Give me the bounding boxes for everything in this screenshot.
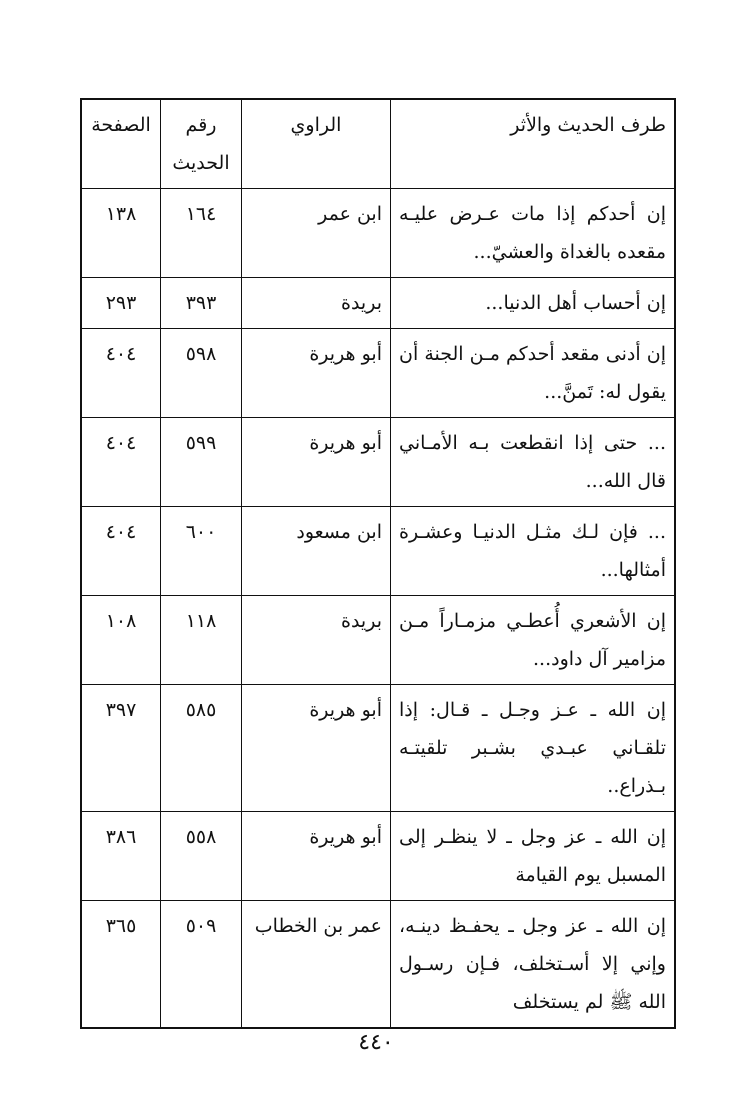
table-row [81,812,675,901]
cell-num: ٥٥٨ [161,812,242,901]
cell-hadith: إن الأشعري أُعطـي مزمـاراً مـن مزامير آل داود... [391,596,676,685]
cell-num: ٥٩٩ [161,418,242,507]
cell-page: ١٣٨ [81,189,161,278]
header-page: الصفحة [81,99,161,189]
table-header-row [81,99,675,189]
cell-page: ٢٩٣ [81,278,161,329]
table-row [81,596,675,685]
cell-page: ٣٦٥ [81,901,161,1029]
cell-hadith: ... فإن لـك مثـل الدنيـا وعشـرة أمثالها... [391,507,676,596]
table-row [81,507,675,596]
table-row [81,901,675,1029]
cell-page: ٤٠٤ [81,329,161,418]
cell-hadith: إن أدنى مقعد أحدكم مـن الجنة أن يقول له: تَمنَّ... [391,329,676,418]
page-number: ٤٤٠ [358,1030,394,1055]
hadith-index-table [80,98,676,1029]
cell-hadith: إن أحدكم إذا مات عـرض عليـه مقعده بالغداة والعشيّ... [391,189,676,278]
table-row [81,329,675,418]
table-row [81,278,675,329]
cell-hadith: ... حتى إذا انقطعت بـه الأمـاني قال الله... [391,418,676,507]
cell-rawi: بريدة [242,596,391,685]
cell-page: ٣٩٧ [81,685,161,812]
cell-num: ١١٨ [161,596,242,685]
cell-num: ٥٩٨ [161,329,242,418]
cell-hadith: إن الله ـ عـز وجـل ـ قـال: إذا تلقـاني عبـدي بشـبر تلقيتـه بـذراع.. [391,685,676,812]
cell-rawi: ابن مسعود [242,507,391,596]
cell-hadith: إن الله ـ عز وجل ـ يحفـظ دينـه، وإني إلا أسـتخلف، فـإن رسـول الله ﷺ لم يستخلف [391,901,676,1029]
table-body [81,189,675,1029]
cell-hadith: إن الله ـ عز وجل ـ لا ينظـر إلى المسبل يوم القيامة [391,812,676,901]
header-num: رقم الحديث [161,99,242,189]
cell-num: ١٦٤ [161,189,242,278]
cell-hadith: إن أحساب أهل الدنيا... [391,278,676,329]
header-rawi: الراوي [242,99,391,189]
header-hadith: طرف الحديث والأثر [391,99,676,189]
cell-page: ٤٠٤ [81,507,161,596]
cell-num: ٦٠٠ [161,507,242,596]
cell-page: ٤٠٤ [81,418,161,507]
cell-rawi: أبو هريرة [242,329,391,418]
cell-rawi: أبو هريرة [242,812,391,901]
cell-page: ١٠٨ [81,596,161,685]
cell-rawi: ابن عمر [242,189,391,278]
cell-num: ٣٩٣ [161,278,242,329]
table-row [81,189,675,278]
cell-rawi: عمر بن الخطاب [242,901,391,1029]
cell-rawi: أبو هريرة [242,685,391,812]
cell-num: ٥٠٩ [161,901,242,1029]
table-row [81,418,675,507]
cell-rawi: بريدة [242,278,391,329]
table-row [81,685,675,812]
cell-rawi: أبو هريرة [242,418,391,507]
cell-page: ٣٨٦ [81,812,161,901]
cell-num: ٥٨٥ [161,685,242,812]
